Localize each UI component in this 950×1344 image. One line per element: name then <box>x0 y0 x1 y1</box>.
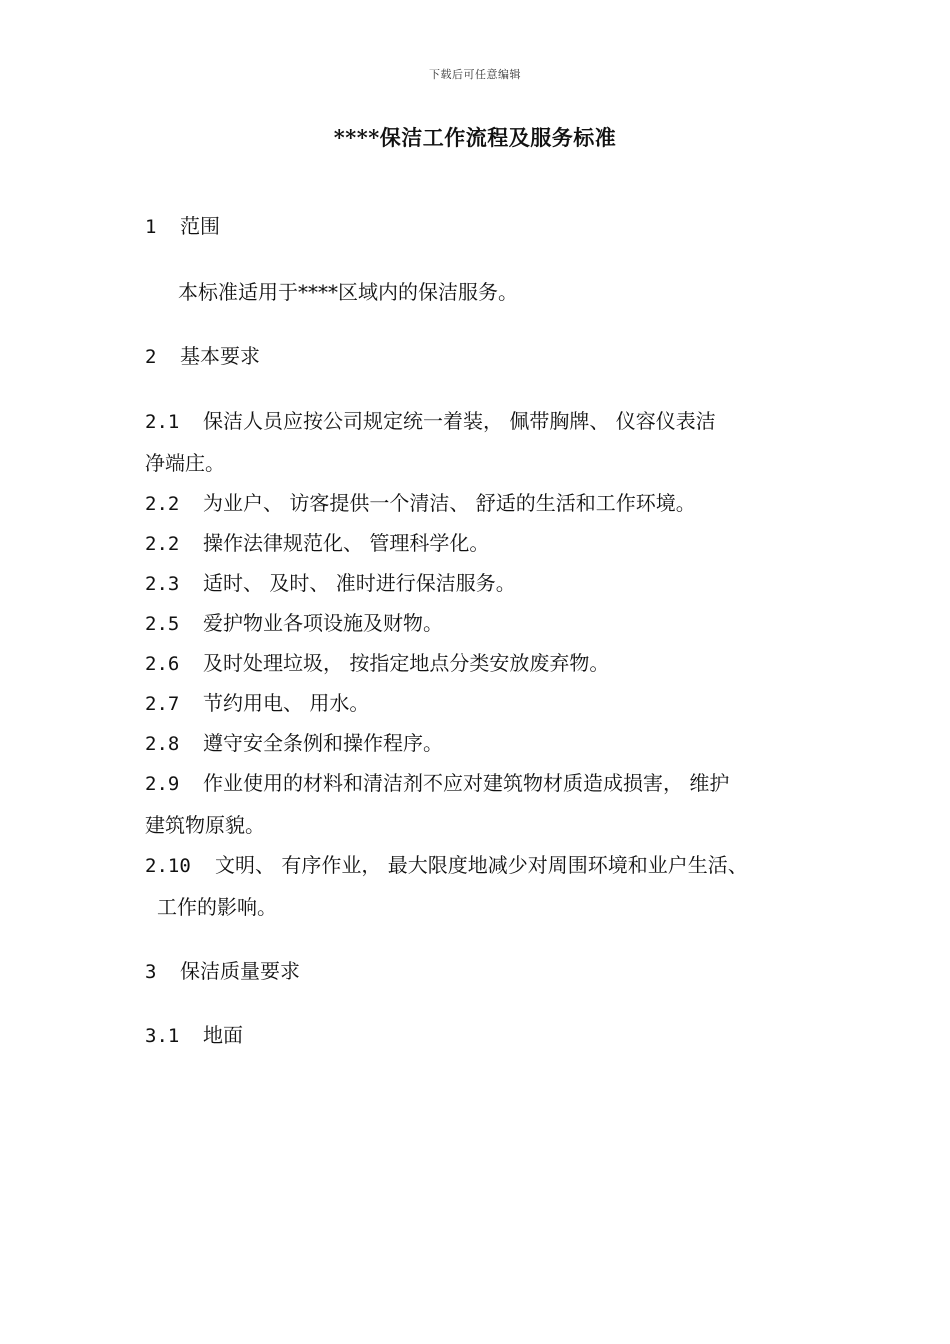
section-number: 3 <box>145 961 157 983</box>
item-continuation: 工作的影响。 <box>157 895 277 919</box>
item-text: 作业使用的材料和清洁剂不应对建筑物材质造成损害， 维护 <box>203 771 730 795</box>
item-number: 2.8 <box>145 733 180 755</box>
section-1-body: 本标准适用于****区域内的保洁服务。 <box>178 280 518 304</box>
item-number: 2.2 <box>145 533 180 555</box>
section-number: 3.1 <box>145 1025 180 1047</box>
item-text: 遵守安全条例和操作程序。 <box>203 731 443 755</box>
section-title: 保洁质量要求 <box>180 959 300 983</box>
section-number: 1 <box>145 216 157 238</box>
item-number: 2.3 <box>145 573 180 595</box>
subsection-3-1-heading <box>145 1021 243 1050</box>
section-3-heading <box>145 957 300 986</box>
list-item <box>145 489 696 518</box>
section-title: 地面 <box>203 1023 243 1047</box>
item-number: 2.9 <box>145 773 180 795</box>
section-2-heading <box>145 342 260 371</box>
item-continuation: 净端庄。 <box>145 451 225 475</box>
item-text: 适时、 及时、 准时进行保洁服务。 <box>203 571 516 595</box>
item-text: 节约用电、 用水。 <box>203 691 370 715</box>
item-text: 爱护物业各项设施及财物。 <box>203 611 443 635</box>
section-number: 2 <box>145 346 157 368</box>
item-continuation: 建筑物原貌。 <box>145 813 265 837</box>
section-title: 范围 <box>180 214 220 238</box>
item-text: 操作法律规范化、 管理科学化。 <box>203 531 490 555</box>
list-item <box>145 729 443 758</box>
item-text: 为业户、 访客提供一个清洁、 舒适的生活和工作环境。 <box>203 491 696 515</box>
item-number: 2.10 <box>145 855 191 877</box>
list-item <box>145 769 729 798</box>
list-item <box>145 689 369 718</box>
item-number: 2.2 <box>145 493 180 515</box>
item-text: 文明、 有序作业， 最大限度地减少对周围环境和业户生活、 <box>215 853 748 877</box>
item-number: 2.5 <box>145 613 180 635</box>
item-text: 保洁人员应按公司规定统一着装， 佩带胸牌、 仪容仪表洁 <box>203 409 716 433</box>
list-item <box>145 851 748 880</box>
item-number: 2.7 <box>145 693 180 715</box>
list-item <box>145 407 716 436</box>
item-number: 2.1 <box>145 411 180 433</box>
item-number: 2.6 <box>145 653 180 675</box>
list-item <box>145 649 609 678</box>
list-item <box>145 529 489 558</box>
list-item <box>145 609 443 638</box>
section-1-heading <box>145 212 220 241</box>
document-title: ****保洁工作流程及服务标准 <box>333 125 617 150</box>
section-title: 基本要求 <box>180 344 260 368</box>
list-item <box>145 569 516 598</box>
header-note: 下载后可任意编辑 <box>429 68 521 81</box>
item-text: 及时处理垃圾， 按指定地点分类安放废弃物。 <box>203 651 610 675</box>
